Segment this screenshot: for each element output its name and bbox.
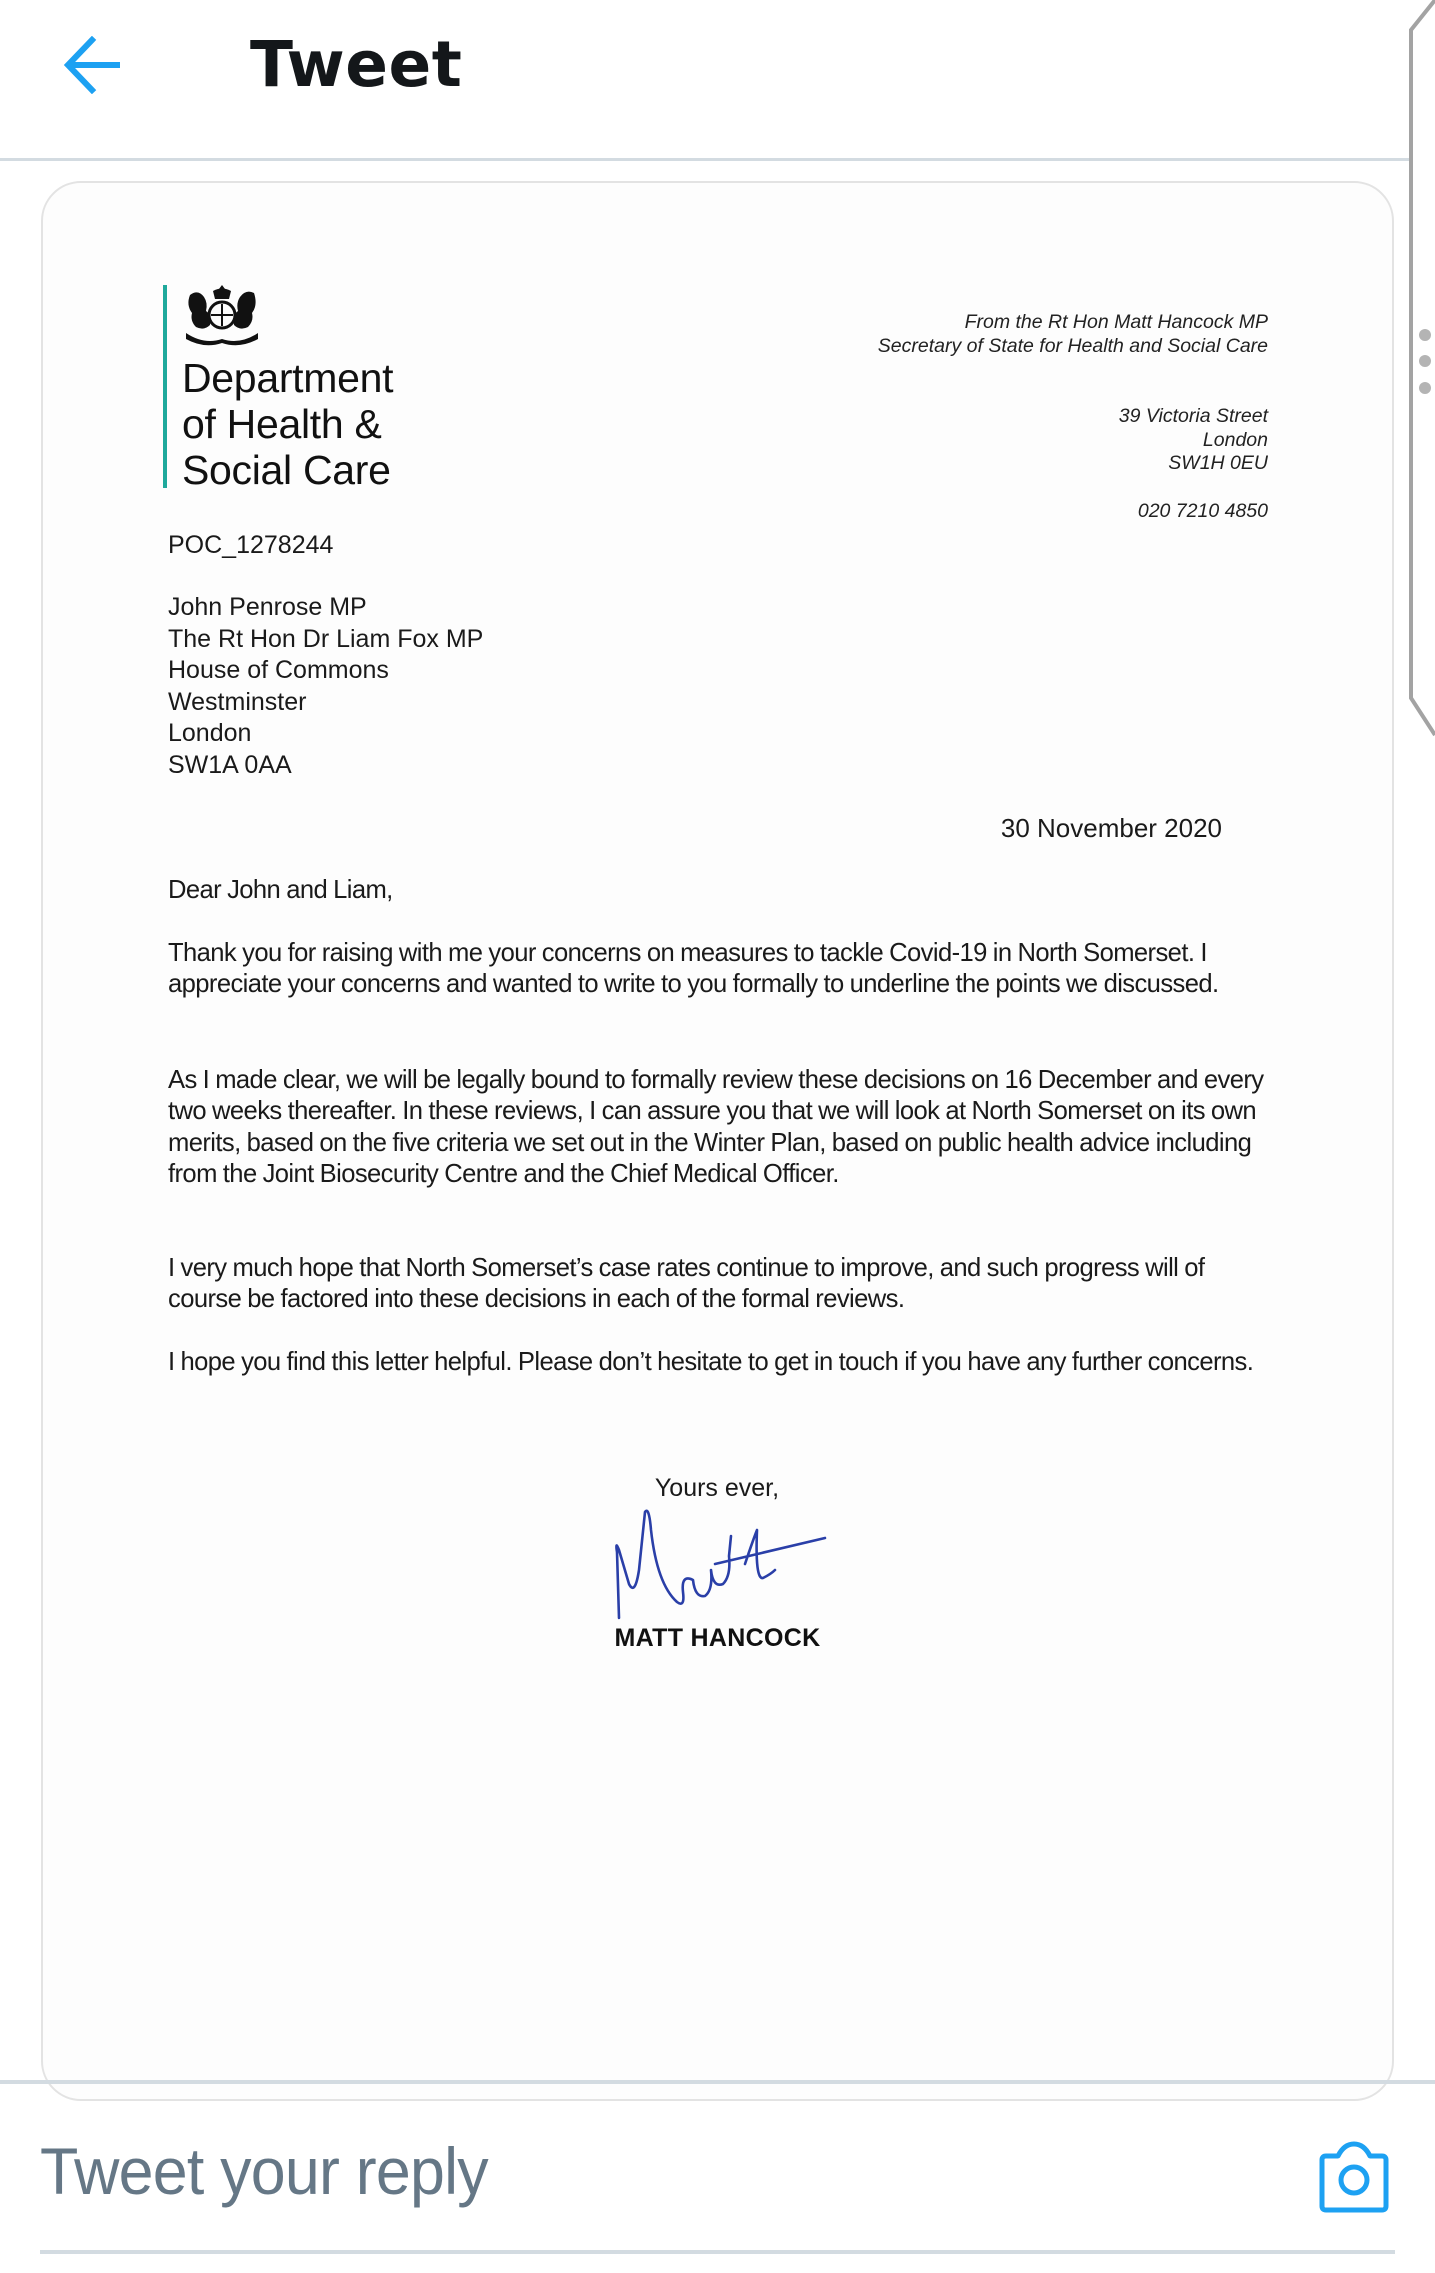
salutation-text: Dear John and Liam, [168,876,393,904]
recipient-address-line: The Rt Hon Dr Liam Fox MP [168,624,484,653]
sender-address-line: London [1202,429,1268,451]
recipient-address-line: London [168,719,252,747]
logo-text-line: Department [182,355,394,401]
sender-phone: 020 7210 4850 [1137,500,1268,522]
edge-panel-handle[interactable] [1395,0,1435,760]
paragraph-text: Thank you for raising with me your concerns on measures to tackle Covid-19 in North Somerset. I appreciate your concerns and wanted to write to you formally to underline the points we discussed. [168,939,1219,999]
royal-coat-of-arms-icon [182,283,262,351]
signature-image [605,1500,835,1625]
camera-button[interactable] [1316,2140,1392,2216]
paragraph-text: I very much hope that North Somerset’s case rates continue to improve, and such progress will of course be factored into these decisions in each of the formal reviews. [168,1254,1205,1314]
letter-paragraph [168,1253,1278,1316]
camera-icon [1316,2140,1392,2216]
letter-reference: POC_1278244 [168,531,334,559]
letter-paragraph [168,938,1278,1001]
back-button[interactable] [62,36,126,94]
logo-text-line: Social Care [182,447,391,493]
more-dots-icon[interactable] [1419,382,1431,394]
more-dots-icon[interactable] [1419,329,1431,341]
logo-accent-bar [163,285,167,488]
sender-address-line: 39 Victoria Street [1118,405,1268,427]
sender-name: From the Rt Hon Matt Hancock MP [964,311,1268,333]
paragraph-text: I hope you find this letter helpful. Please don’t hesitate to get in touch if you have any further concerns. [168,1348,1254,1376]
recipient-address-line: John Penrose MP [168,593,367,621]
more-dots-icon[interactable] [1419,355,1431,367]
reply-divider [0,2080,1435,2084]
page-title: Tweet [250,28,463,101]
recipient-address-line: House of Commons [168,656,389,684]
reply-input[interactable]: Tweet your reply [40,2134,488,2208]
sender-title: Secretary of State for Health and Social Care [877,335,1268,357]
arrow-left-icon [62,36,126,94]
paragraph-text: As I made clear, we will be legally bound to formally review these decisions on 16 December and every two weeks thereafter. In these reviews, I can assure you that we will look at North Somerset on its own merits, based on the five criteria we set out in the Winter Plan, based on public health advice including from the Joint Biosecurity Centre and the Chief Medical Officer. [168,1066,1264,1188]
logo-text-line: of Health & [182,401,382,447]
signer-name: MATT HANCOCK [614,1624,821,1652]
salutation [168,875,1278,906]
letter-paragraph [168,1347,1278,1378]
reply-input-underline [40,2250,1395,2254]
recipient-address-line: SW1A 0AA [168,750,292,779]
header-divider [0,158,1410,161]
sender-address-line: SW1H 0EU [1168,452,1268,474]
recipient-address-line: Westminster [168,687,307,716]
letter-date: 30 November 2020 [1000,813,1222,843]
letter-paragraph [168,1065,1278,1190]
recipient-address [168,592,483,781]
closing: Yours ever, [654,1474,780,1502]
